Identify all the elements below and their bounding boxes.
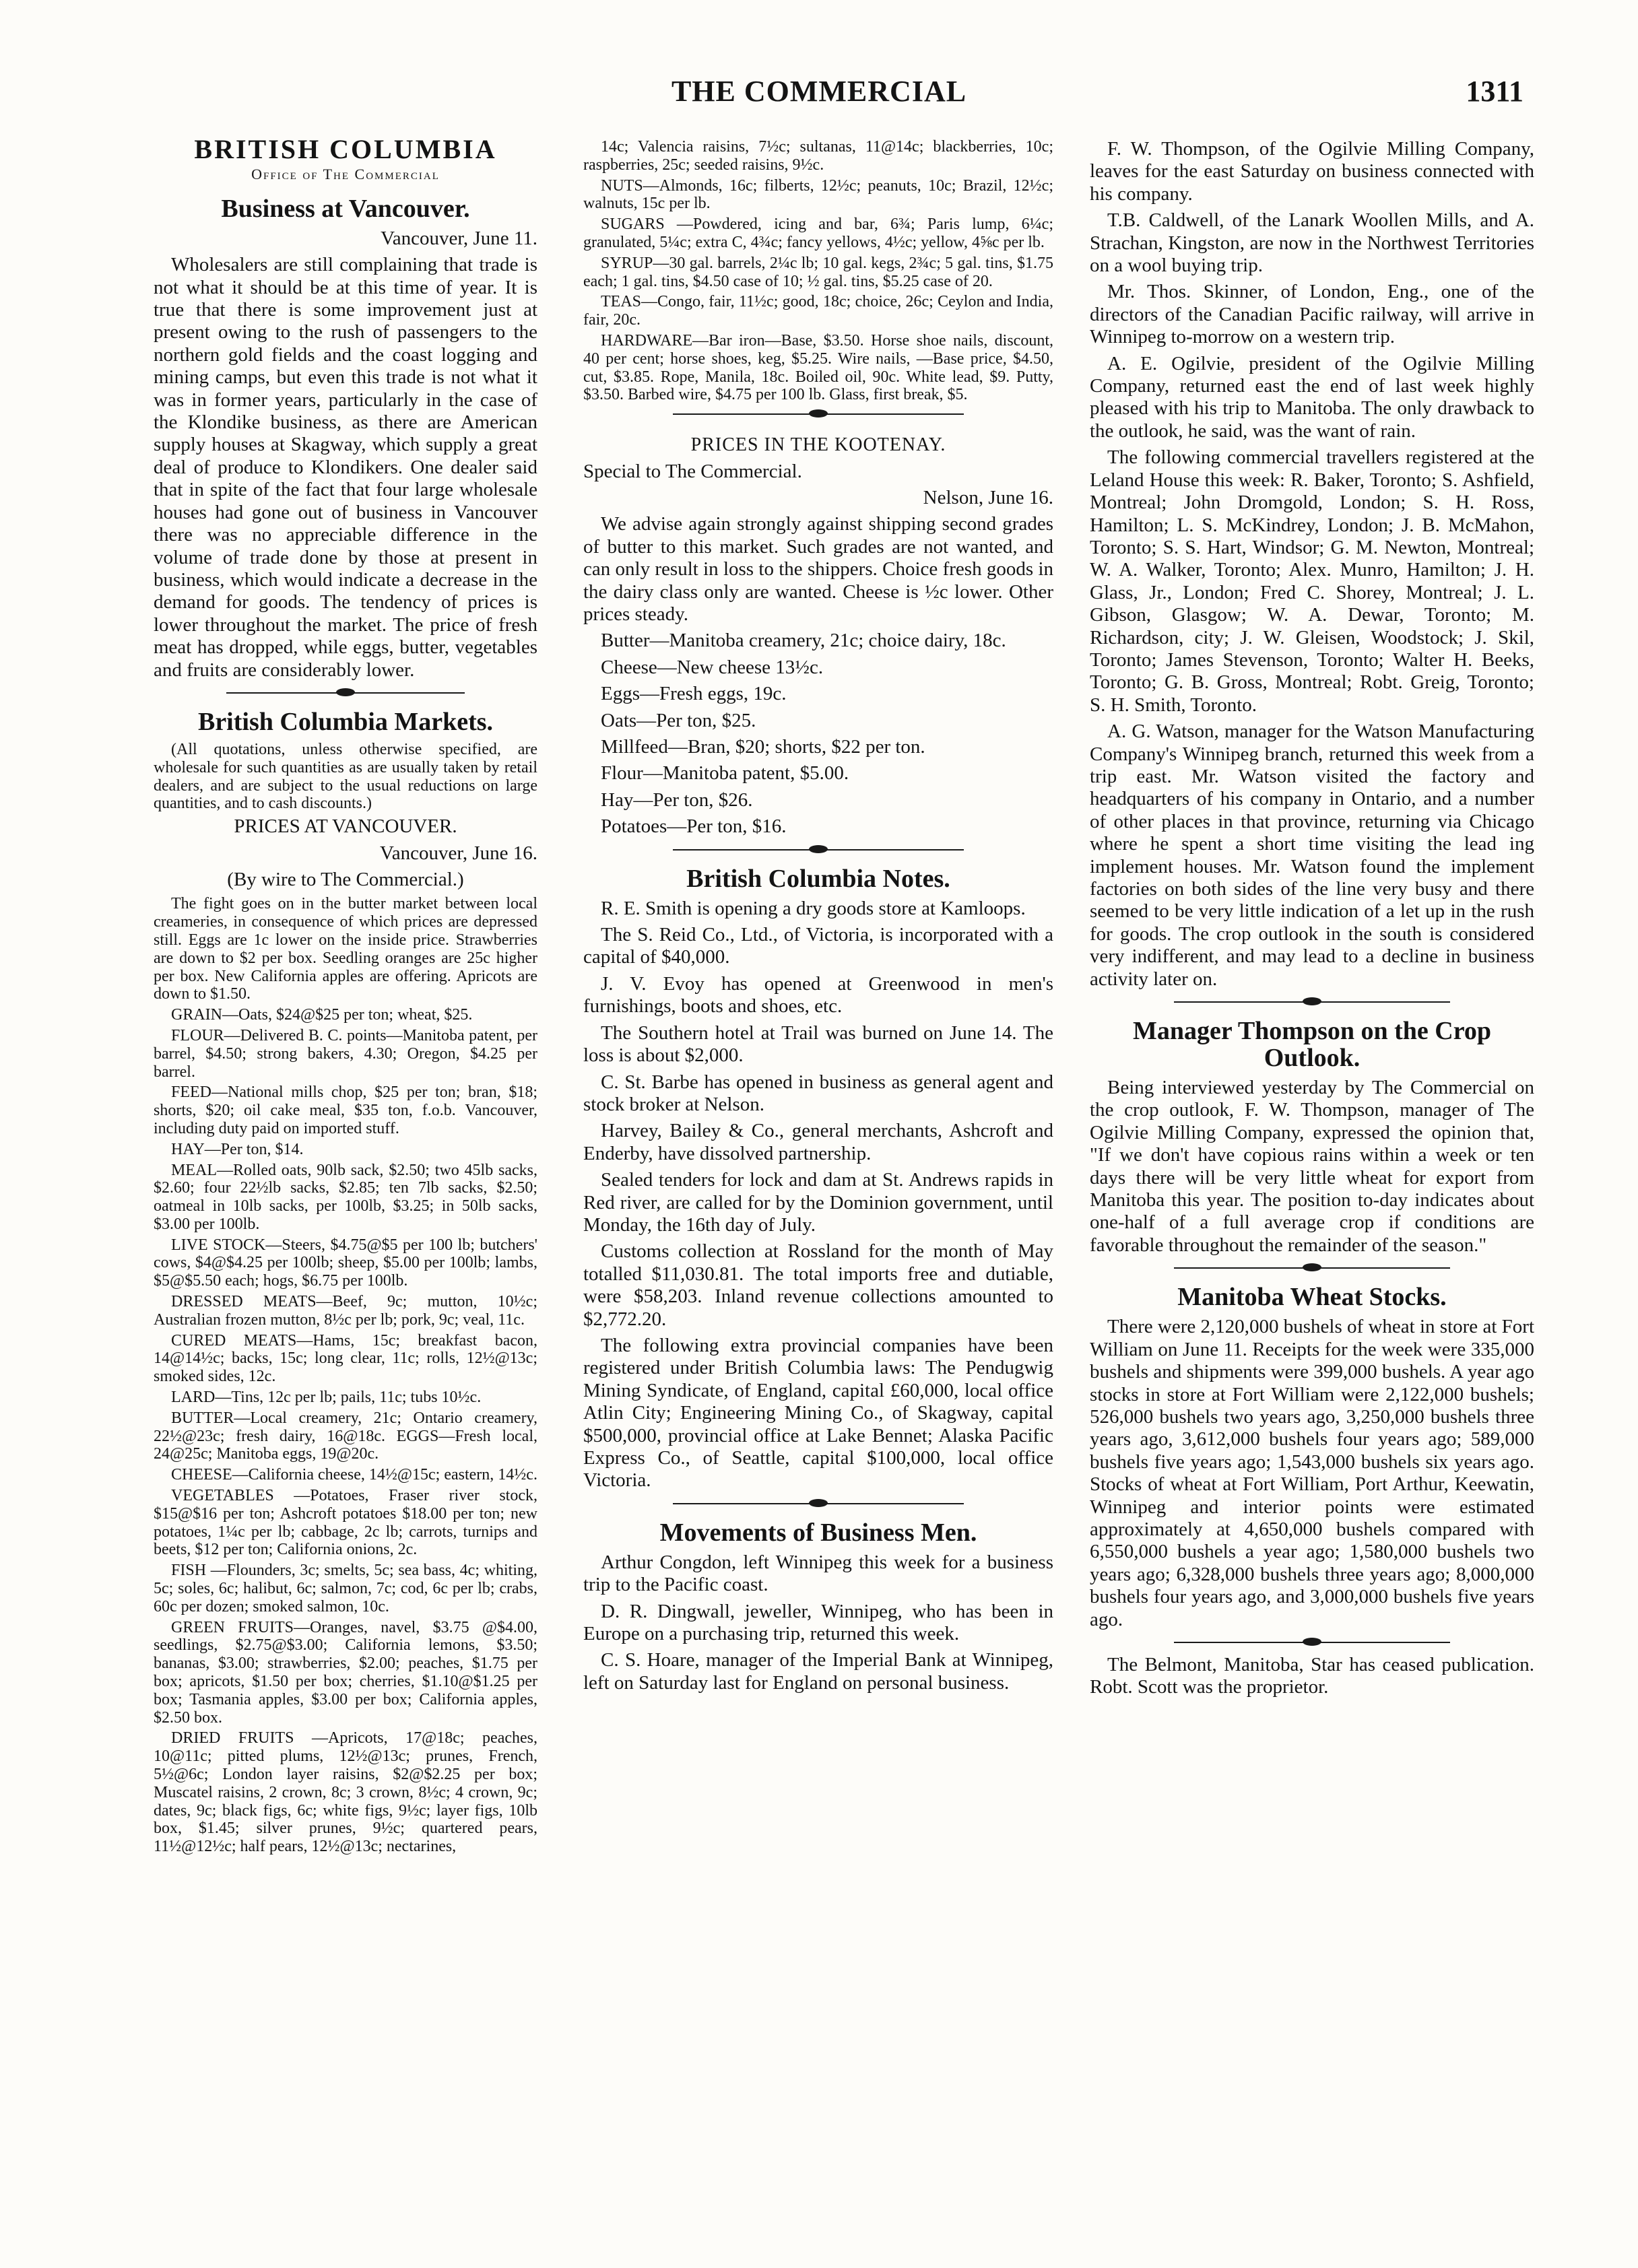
article-heading-movements: Movements of Business Men. [659, 1518, 977, 1547]
paragraph: HARDWARE—Bar iron—Base, $3.50. Horse shoe nails, discount, 40 per cent; horse shoes, keg, $5.25. Wire nails, —Base price, $4.50, cut, $3.85. Rope, Manila, 18c. Boiled oil, 90c. White lead, $9. Putty, $3.50. Barbed wire, $4.75 per 100 lb. Glass, first break, $5. [583, 331, 1053, 404]
paragraph: CHEESE—California cheese, 14½@15c; eastern, 14½c. [171, 1466, 537, 1484]
paragraph: T.B. Caldwell, of the Lanark Woollen Mills, and A. Strachan, Kingston, are now in the Northwest Territories on a wool buying trip. [1090, 209, 1534, 277]
paragraph: GRAIN—Oats, $24@$25 per ton; wheat, $25. [171, 1006, 473, 1024]
paragraph: The following extra provincial companies have been registered under British Columbia laws: The Pendugwig Mining Syndicate, of England, capital £60,000, local office Atlin City; Engineering Mining Co., of Skagway, capital $500,000, provincial office at Lake Bennet; Alaska Pacific Express Co., of Seattle, capital $100,000, local office Victoria. [583, 1334, 1053, 1492]
dateline: Nelson, June 16. [923, 486, 1053, 508]
market-continued-list [583, 138, 1053, 404]
column-middle [583, 138, 1053, 2172]
paragraph: NUTS—Almonds, 16c; filberts, 12½c; peanuts, 10c; Brazil, 12½c; walnuts, 15c per lb. [583, 176, 1053, 213]
paragraph: D. R. Dingwall, jeweller, Winnipeg, who has been in Europe on a purchasing trip, returned this week. [583, 1600, 1053, 1645]
ornament-rule [673, 842, 964, 857]
personal-notes-list [1090, 138, 1534, 991]
paragraph: Mr. Thos. Skinner, of London, Eng., one of the directors of the Canadian Pacific railway, will arrive in Winnipeg to-morrow on a western trip. [1090, 281, 1534, 348]
quotation-note: (All quotations, unless otherwise specified, are wholesale for such quantities as are usually taken by retail dealers, and are subject to the usual reductions on large quantities, and to cash discounts.) [154, 740, 537, 813]
paragraph: SUGARS —Powdered, icing and bar, 6¾; Paris lump, 6¼c; granulated, 5¼c; extra C, 4¾c; fancy yellows, 4½c; yellow, 4⅝c per lb. [583, 215, 1053, 251]
paragraph: Butter—Manitoba creamery, 21c; choice dairy, 18c. [601, 630, 1006, 652]
paragraph: A. G. Watson, manager for the Watson Manufacturing Company's Winnipeg branch, returned this week from a trip east. Mr. Watson visited the factory and headquarters of his company in Ontario, and a number of other places in that province, returning via Chicago where he spent a short time visiting the lead ing implement houses. Mr. Watson found the implement factories on both sides of the line very busy and there seemed to be very little indication of a let up in the rush for goods. The crop outlook in the south is considered very indifferent, and may lead to a decline in business activity later on. [1090, 721, 1534, 990]
notes-list [583, 898, 1053, 1492]
paragraph: Sealed tenders for lock and dam at St. Andrews rapids in Red river, are called for by the Dominion government, until Monday, the 16th day of July. [583, 1169, 1053, 1236]
movements-list [583, 1552, 1053, 1694]
paragraph: FLOUR—Delivered B. C. points—Manitoba patent, per barrel, $4.50; strong bakers, 4.30; Oregon, $4.25 per barrel. [154, 1026, 537, 1081]
ornament-rule [673, 1496, 964, 1511]
paragraph: C. St. Barbe has opened in business as general agent and stock broker at Nelson. [583, 1071, 1053, 1115]
paragraph: Hay—Per ton, $26. [601, 789, 753, 811]
paragraph: Flour—Manitoba patent, $5.00. [601, 762, 849, 785]
paragraph: A. E. Ogilvie, president of the Ogilvie Milling Company, returned east the end of last week highly pleased with his trip to Manitoba. The only drawback to the outlook, he said, was the want of rain. [1090, 352, 1534, 442]
running-title: THE COMMERCIAL [671, 75, 967, 108]
paragraph: LARD—Tins, 12c per lb; pails, 11c; tubs 10½c. [171, 1389, 482, 1407]
paragraph: We advise again strongly against shipping second grades of butter to this market. Such grades are not wanted, and can only result in loss to the shippers. Choice fresh goods in the dairy class only are wanted. Cheese is ½c lower. Other prices steady. [583, 513, 1053, 625]
ornament-rule [673, 407, 964, 422]
ornament-rule [1174, 1635, 1449, 1650]
ornament-rule [1174, 995, 1449, 1009]
wire-line: (By wire to The Commercial.) [227, 868, 464, 890]
paragraph: DRIED FRUITS —Apricots, 17@18c; peaches, 10@11c; pitted plums, 12½@13c; prunes, French, 5½@6c; London layer raisins, $2@$2.25 per box; Muscatel raisins, 2 crown, 8c; 3 crown, 8½c; 4 crown, 9c; dates, 9c; black figs, 6c; white figs, 9½c; layer figs, 10lb box, $1.45; silver prunes, 9½c; quartered pears, 11½@12½c; half pears, 12½@13c; nectarines, [154, 1729, 537, 1856]
paragraph: F. W. Thompson, of the Ogilvie Milling Company, leaves for the east Saturday on business connected with his company. [1090, 138, 1534, 205]
article-body: There were 2,120,000 bushels of wheat in store at Fort William on June 11. Receipts for the week were 335,000 bushels and shipments were 399,000 bushels. A year ago stocks in store at Fort William were 2,122,000 bushels; 526,000 bushels two years ago, 3,250,000 bushels three years ago, 3,612,000 bushels four years ago; 589,000 bushels five years ago; 1,543,000 bushels six years ago. Stocks of wheat at Fort William, Port Arthur, Keewatin, Winnipeg and interior points were estimated approximately at 4,650,000 bushels compared with 6,550,000 bushels a year ago; 1,580,000 bushels two years ago; 6,328,000 bushels three years ago; 8,000,000 bushels four years ago, and 3,000,000 bushels five years ago. [1090, 1316, 1534, 1630]
paragraph: 14c; Valencia raisins, 7½c; sultanas, 11@14c; blackberries, 10c; raspberries, 25c; seeded raisins, 9½c. [583, 138, 1053, 174]
article-heading-vancouver: Business at Vancouver. [221, 194, 470, 223]
dateline: Vancouver, June 11. [381, 227, 537, 249]
paragraph: DRESSED MEATS—Beef, 9c; mutton, 10½c; Australian frozen mutton, 8½c per lb; pork, 9c; veal, 11c. [154, 1293, 537, 1329]
paragraph: CURED MEATS—Hams, 15c; breakfast bacon, 14@14½c; backs, 15c; long clear, 11c; rolls, 12½@13c; smoked sides, 12c. [154, 1331, 537, 1386]
paragraph: Oats—Per ton, $25. [601, 709, 756, 731]
dateline: Vancouver, June 16. [380, 842, 537, 864]
article-body: The Belmont, Manitoba, Star has ceased publication. Robt. Scott was the proprietor. [1090, 1653, 1534, 1698]
paragraph: LIVE STOCK—Steers, $4.75@$5 per 100 lb; butchers' cows, $4@$4.25 per 100lb; sheep, $5.00 per 100lb; lambs, $5@$5.50 each; hogs, $6.75 per 100lb. [154, 1236, 537, 1290]
paragraph: C. S. Hoare, manager of the Imperial Bank at Winnipeg, left on Saturday last for England on personal business. [583, 1649, 1053, 1694]
paragraph: VEGETABLES —Potatoes, Fraser river stock, $15@$16 per ton; Ashcroft potatoes $18.00 per ton; new potatoes, 1¼c per lb; cabbage, 2c lb; carrots, turnips and beets, $12 per ton; California onions, 2c. [154, 1487, 537, 1559]
ornament-rule [1174, 1261, 1449, 1275]
article-heading-wheat: Manitoba Wheat Stocks. [1177, 1283, 1447, 1312]
kootenay-list [583, 513, 1053, 838]
paragraph: The Southern hotel at Trail was burned on June 14. The loss is about $2,000. [583, 1022, 1053, 1067]
paragraph: Potatoes—Per ton, $16. [601, 815, 787, 838]
article-heading-kootenay: PRICES IN THE KOOTENAY. [690, 434, 946, 456]
paragraph: Cheese—New cheese 13½c. [601, 656, 824, 678]
paragraph: Millfeed—Bran, $20; shorts, $22 per ton. [601, 736, 925, 758]
column-left [154, 138, 537, 2172]
paragraph: MEAL—Rolled oats, 90lb sack, $2.50; two 45lb sacks, $2.60; four 22½lb sacks, $2.85; ten 7lb sacks, $2.50; oatmeal in 10lb sacks, per 100lb, $3.25; in 50lb sacks, $3.00 per 100lb. [154, 1161, 537, 1233]
special-line: Special to The Commercial. [583, 460, 802, 482]
paragraph: Eggs—Fresh eggs, 19c. [601, 683, 787, 705]
paragraph: Arthur Congdon, left Winnipeg this week for a business trip to the Pacific coast. [583, 1551, 1053, 1596]
page-number: 1311 [1466, 75, 1524, 108]
paragraph: SYRUP—30 gal. barrels, 2¼c lb; 10 gal. kegs, 2¾c; 5 gal. tins, $1.75 each; 1 gal. tins, $4.50 case of 10; ½ gal. tins, $5.25 case of 20. [583, 254, 1053, 290]
article-heading-crop: Manager Thompson on the Crop Outlook. [1132, 1017, 1492, 1073]
subheading-prices: PRICES AT VANCOUVER. [234, 815, 457, 838]
paragraph: The fight goes on in the butter market between local creameries, in consequence of which prices are depressed still. Eggs are 1c lower on the inside price. Strawberries are down to $2 per box. Seedling oranges are 25c higher per box. New California apples are offering. Apricots are down to $1.50. [154, 895, 537, 1003]
article-body: Being interviewed yesterday by The Commercial on the crop outlook, F. W. Thompson, manager of The Ogilvie Milling Company, expressed the opinion that, "If we don't have copious rains within a week or ten days there will be very little wheat for export from Manitoba this year. The position to-day indicates about one-half of a full average crop if conditions are favorable throughout the remainder of the season." [1090, 1077, 1534, 1256]
ornament-rule [226, 686, 464, 700]
paragraph: The following commercial travellers registered at the Leland House this week: R. Baker, Toronto; S. Ashfield, Montreal; John Dromgold, London; S. H. Ross, Hamilton; L. S. McKindrey, London; J. B. McMahon, Toronto; S. S. Hart, Windsor; G. M. Newton, Montreal; W. A. Walker, Toronto; Alex. Munro, Hamilton; J. H. Glass, Jr., London; Fred C. Shorey, Montreal; J. L. Gibson, Glasgow; W. A. Dewar, Toronto; M. Richardson, city; J. W. Gleisen, Woodstock; J. Skil, Toronto; James Stevenson, Toronto; Walter H. Beeks, Toronto; G. B. Gross, Montreal; Robt. Greig, Toronto; S. H. Smith, Toronto. [1090, 446, 1534, 716]
paragraph: TEAS—Congo, fair, 11½c; good, 18c; choice, 26c; Ceylon and India, fair, 20c. [583, 293, 1053, 329]
column-right [1090, 138, 1534, 2172]
paragraph: Customs collection at Rossland for the month of May totalled $11,030.81. The total imports free and dutiable, were $58,203. Inland revenue collections amounted to $2,772.20. [583, 1240, 1053, 1330]
paragraph: BUTTER—Local creamery, 21c; Ontario creamery, 22½@23c; fresh dairy, 16@18c. EGGS—Fresh local, 24@25c; Manitoba eggs, 19@20c. [154, 1409, 537, 1463]
paragraph: R. E. Smith is opening a dry goods store at Kamloops. [601, 897, 1026, 919]
paragraph: The S. Reid Co., Ltd., of Victoria, is incorporated with a capital of $40,000. [583, 924, 1053, 968]
paragraph: HAY—Per ton, $14. [171, 1140, 304, 1158]
page-header [0, 74, 1638, 121]
office-line: Office of The Commercial [251, 166, 440, 183]
paragraph: GREEN FRUITS—Oranges, navel, $3.75 @$4.00, seedlings, $2.75@$3.00; California lemons, $3.50; bananas, $3.00; strawberries, $2.00; peaches, $1.75 per box; apricots, $1.50 per box; cherries, $1.10@$1.25 per box; Tasmania apples, $3.00 per box; California apples, $2.50 box. [154, 1618, 537, 1727]
paragraph: Harvey, Bailey & Co., general merchants, Ashcroft and Enderby, have dissolved partnership. [583, 1120, 1053, 1164]
paragraph: FISH —Flounders, 3c; smelts, 5c; sea bass, 4c; whiting, 5c; soles, 6c; halibut, 6c; salmon, 7c; cod, 6c per lb; crabs, 60c per dozen; smoked salmon, 10c. [154, 1562, 537, 1615]
section-heading: BRITISH COLUMBIA [194, 138, 497, 164]
paragraph: J. V. Evoy has opened at Greenwood in men's furnishings, boots and shoes, etc. [583, 972, 1053, 1018]
article-heading-markets: British Columbia Markets. [197, 707, 494, 736]
market-list [154, 895, 537, 1856]
paragraph: FEED—National mills chop, $25 per ton; bran, $18; shorts, $20; oil cake meal, $35 ton, f.o.b. Vancouver, including duty paid on imported stuff. [154, 1083, 537, 1137]
article-body: Wholesalers are still complaining that trade is not what it should be at this time of year. It is true that there is some improvement just at present owing to the rush of passengers to the northern gold fields and the coast logging and mining camps, but even this trade is not what it was in former years, particularly in the case of the Klondike business, as there are American supply houses at Skagway, which supply a great deal of produce to Klondikers. One dealer said that in spite of the fact that four large wholesale houses had gone out of business in Vancouver there was no appreciable difference in the volume of trade done by those at present in business, which would indicate a decrease in the demand for goods. The tendency of prices is lower throughout the market. The price of fresh meat has dropped, while eggs, butter, vegetables and fruits are considerably lower. [154, 254, 537, 681]
article-heading-notes: British Columbia Notes. [686, 864, 950, 893]
